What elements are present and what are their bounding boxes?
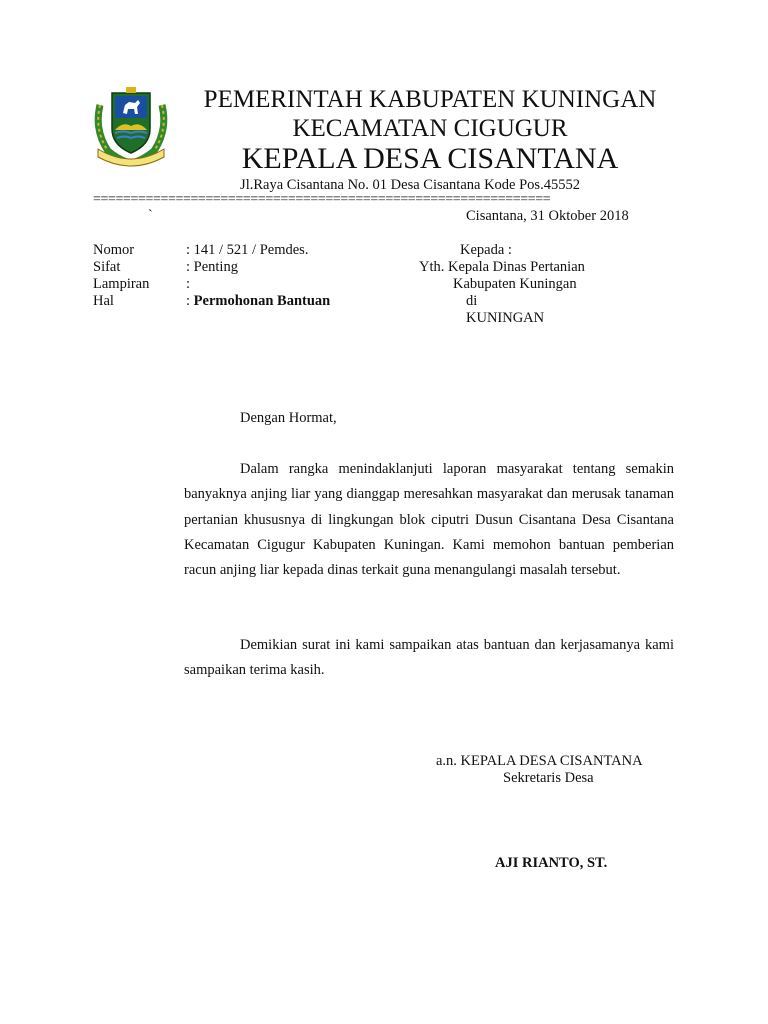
body-paragraph-2-text: Demikian surat ini kami sampaikan atas bantuan dan kerjasamanya kami sampaikan terima kasih. <box>184 637 674 679</box>
signature-position: Sekretaris Desa <box>503 770 594 786</box>
signature-title: a.n. KEPALA DESA CISANTANA <box>436 753 643 769</box>
body-paragraph-1-text: Dalam rangka menindaklanjuti laporan masyarakat tentang semakin banyaknya anjing liar yang dianggap meresahkan masyarakat dan merusak tanaman pertanian khususnya di lingkungan blok ciputri Dusun Cisantana Desa Cisantana Kecamatan Cigugur Kabupaten Kuningan. Kami memohon bantuan pemberian racun anjing liar kepada dinas terkait guna menangulangi masalah tersebut. <box>184 461 674 579</box>
salutation: Dengan Hormat, <box>240 410 337 426</box>
recipient-line2: Kabupaten Kuningan <box>453 276 577 292</box>
sifat-value: : Penting <box>186 259 238 275</box>
hal-row <box>186 293 330 310</box>
stray-mark: ` <box>148 208 153 223</box>
sifat-label: Sifat <box>93 259 121 275</box>
letterhead-divider: ============================================================= <box>93 192 551 207</box>
recipient-kepada: Kepada : <box>460 242 512 258</box>
hal-value: Permohonan Bantuan <box>193 293 331 309</box>
letterhead-address: Jl.Raya Cisantana No. 01 Desa Cisantana Kode Pos.45552 <box>240 177 580 193</box>
letter-date: Cisantana, 31 Oktober 2018 <box>466 208 629 224</box>
hal-label: Hal <box>93 293 114 309</box>
body-paragraph-1 <box>184 457 674 583</box>
letterhead-government-line: PEMERINTAH KABUPATEN KUNINGAN <box>203 86 657 113</box>
hal-colon: : <box>186 293 194 309</box>
lampiran-label: Lampiran <box>93 276 150 292</box>
recipient-di: di <box>466 293 478 309</box>
nomor-label: Nomor <box>93 242 135 258</box>
signatory-name: AJI RIANTO, ST. <box>495 855 608 871</box>
nomor-value: : 141 / 521 / Pemdes. <box>186 242 309 258</box>
lampiran-value: : <box>186 276 191 292</box>
recipient-city: KUNINGAN <box>466 310 545 326</box>
body-paragraph-2 <box>184 633 674 684</box>
letterhead-title: KEPALA DESA CISANTANA <box>241 142 619 175</box>
letterhead-subdistrict-line: KECAMATAN CIGUGUR <box>292 115 568 142</box>
recipient-line1: Yth. Kepala Dinas Pertanian <box>419 259 585 275</box>
